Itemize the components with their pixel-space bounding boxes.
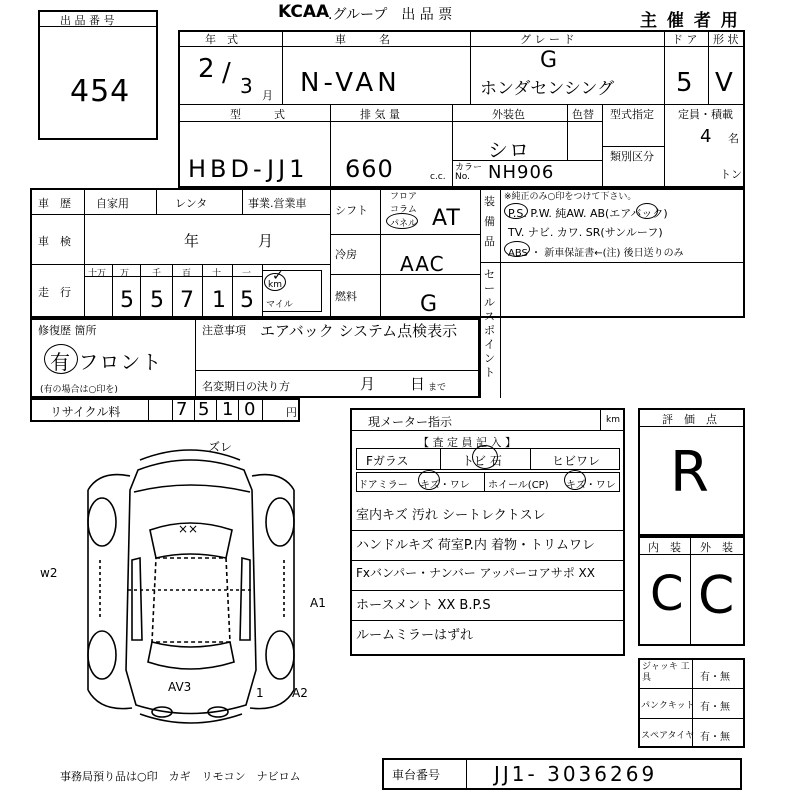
color-value: シロ [488, 138, 530, 162]
equipment-line3: ABS ・ 新車保証書←(注) 後日送りのみ [508, 248, 684, 259]
interior-value: C [650, 566, 685, 622]
puncture-label: パンクキット [641, 701, 695, 711]
recycle-label: リサイクル料 [50, 405, 121, 419]
grade-line1: G [540, 48, 559, 73]
eval-label: 評 価 点 [662, 413, 717, 426]
equipment-label: 装備品 [484, 195, 495, 248]
diagram-a1: A1 [310, 596, 326, 610]
private-use: 自家用 [96, 197, 129, 210]
remark-1: 室内キズ 汚れ シートレクトスレ [356, 508, 546, 523]
chassis-value: JJ1- 3036269 [494, 762, 658, 786]
doors-value: 5 [676, 68, 694, 98]
km-label: km [268, 280, 282, 290]
fuel-label: 燃料 [335, 290, 357, 303]
jack-value: 有・無 [700, 672, 730, 683]
year-label: 年 式 [205, 33, 238, 46]
capacity-unit: 名 [728, 132, 739, 145]
mileage-digit-4: 7 [180, 288, 195, 313]
digit-label-4: 百 [182, 269, 192, 279]
inspection-label: 車 検 [38, 235, 71, 248]
notes-value: エアバック システム点検表示 [260, 322, 458, 340]
organizer-label: 主 催 者 用 [640, 11, 740, 31]
recycle-digit-3: 7 [176, 399, 189, 420]
mileage-digit-6: 5 [240, 288, 255, 313]
lot-number: 454 [70, 74, 131, 109]
interior-label: 内 装 [648, 541, 681, 554]
brand-logo: KCAA [278, 2, 330, 22]
recycle-digit-5: 1 [222, 399, 235, 420]
color-label: 外装色 [492, 108, 525, 121]
history-label: 車 歴 [38, 197, 71, 210]
model-label: 型 式 [230, 108, 285, 121]
ton-unit: トン [720, 168, 742, 181]
grade-line2: ホンダセンシング [480, 79, 615, 99]
name-change-month: 月 [360, 375, 376, 393]
km-check-mark: ✓ [272, 268, 285, 284]
chassis-label: 車台番号 [392, 768, 441, 782]
glass-value-circle [472, 445, 498, 469]
type-label: 型式指定 [610, 108, 654, 121]
remark-5: ルームミラーはずれ [356, 628, 474, 643]
km-mile-box [262, 270, 322, 312]
sheet-title: .グループ 出 品 票 [328, 7, 453, 23]
month-value: 3 [240, 74, 254, 98]
glass-label: Fガラス [366, 454, 409, 468]
ac-label: 冷房 [335, 248, 357, 261]
mirror-circle [418, 470, 440, 490]
model-value: HBD-JJ1 [188, 155, 309, 183]
name-change-label: 名変期日の決り方 [202, 380, 290, 393]
rental: レンタ [175, 197, 208, 210]
cc-unit: c.c. [430, 172, 446, 182]
diagram-w2: w2 [40, 566, 58, 580]
color-no-value: NH906 [488, 162, 555, 183]
puncture-value: 有・無 [700, 702, 730, 713]
name-change-day: 日 [410, 375, 426, 393]
remark-2: ハンドルキズ 荷室P.内 着物・トリムワレ [356, 538, 595, 553]
ac-value: AAC [400, 252, 445, 276]
vehicle-name-label: 車 名 [335, 33, 390, 46]
diagram-a2: A2 [292, 686, 308, 700]
ab-circle [636, 203, 658, 219]
year-slash: / [222, 58, 232, 88]
notes-label: 注意事項 [202, 324, 246, 337]
form-value: V [715, 68, 734, 98]
recycle-unit: 円 [286, 406, 297, 419]
mileage-digit-2: 5 [120, 288, 135, 313]
shift-panel: パネル [390, 219, 418, 229]
capacity-value: 4 [700, 126, 713, 147]
inspection-month: 月 [258, 232, 274, 250]
exterior-value: C [698, 566, 736, 626]
month-unit: 月 [262, 89, 273, 102]
diagram-av3: AV3 [168, 680, 192, 694]
mileage-digit-5: 1 [212, 288, 227, 313]
color-change-label: 色替 [572, 108, 594, 121]
remark-4: ホースメント XX B.P.S [356, 598, 491, 613]
diagram-top-mark: ズレ [208, 440, 233, 454]
shift-label: シフト [335, 204, 368, 217]
form-label: 形 状 [713, 33, 739, 46]
abs-circle [504, 241, 530, 257]
mirror-label: ドアミラー [358, 480, 408, 491]
glass-value: トビ 石 [462, 454, 502, 468]
wheel-label: ホイール(CP) [488, 480, 549, 491]
meter-unit: km [606, 415, 620, 425]
year-value: 2 [198, 54, 216, 84]
doors-label: ド ア [672, 33, 698, 46]
name-change-until: まで [428, 383, 447, 393]
shift-value: AT [432, 206, 461, 231]
capacity-label: 定員・積載 [678, 108, 733, 121]
category-label: 類別区分 [610, 150, 654, 163]
diagram-one: 1 [256, 686, 264, 700]
mileage-digit-3: 5 [150, 288, 165, 313]
meter-label: 現メーター指示 [368, 415, 453, 429]
jack-label: ジャッキ 工 具 [642, 662, 699, 683]
equipment-line2: TV. ナビ. カワ. SR(サンルーフ) [508, 226, 663, 239]
displacement-label: 排 気 量 [360, 108, 400, 121]
vehicle-name-value: N-VAN [300, 68, 401, 98]
digit-label-1: 十万 [88, 269, 107, 279]
wheel-value: キズ・ワレ [566, 480, 616, 491]
digit-label-6: 一 [242, 269, 252, 279]
mile-label: マイル [266, 300, 293, 310]
ps-circle [504, 203, 528, 219]
sales-point-label: セールスポイント [484, 268, 495, 379]
fuel-value: G [420, 292, 439, 317]
wheel-circle [564, 470, 586, 490]
grade-label: グ レ ー ド [520, 33, 575, 46]
mileage-label: 走 行 [38, 286, 71, 299]
spare-value: 有・無 [700, 732, 730, 743]
spare-label: スペアタイヤ [641, 731, 695, 741]
shift-column: コラム [390, 205, 417, 215]
repair-value: 有 フロント [50, 350, 163, 374]
repair-label: 修復歴 箇所 [38, 324, 97, 337]
shift-panel-circle [386, 213, 418, 229]
diagram-xx-front: ×× [178, 522, 199, 536]
footer-note: 事務局預り品は○印 カギ リモコン ナビロム [60, 770, 301, 783]
lot-label: 出 品 番 号 [60, 14, 115, 27]
digit-label-5: 十 [212, 269, 222, 279]
displacement-value: 660 [345, 155, 394, 183]
recycle-digit-6: 0 [244, 399, 257, 420]
crack-label: ヒビワレ [552, 454, 601, 468]
recycle-digit-4: 5 [198, 399, 211, 420]
remark-3: Fxバンパー・ナンバー アッパーコアサポ XX [356, 566, 595, 580]
mirror-value: キズ・ワレ [420, 480, 470, 491]
digit-label-2: 万 [120, 269, 130, 279]
eval-value: R [670, 440, 710, 505]
repair-note: (有の場合は○印を) [40, 385, 118, 395]
inspector-label: 【 査 定 員 記 入 】 [418, 436, 516, 449]
color-no-label: カラー No. [455, 163, 483, 182]
equipment-note: ※純正のみ○印をつけて下さい。 [504, 192, 637, 202]
equipment-line1: P.S. P.W. 純AW. AB(エアバック) [508, 207, 668, 220]
inspection-year: 年 [184, 232, 200, 250]
business: 事業.営業車 [248, 197, 307, 210]
shift-floor: フロア [390, 192, 418, 202]
digit-label-3: 千 [152, 269, 162, 279]
exterior-label: 外 装 [700, 541, 733, 554]
